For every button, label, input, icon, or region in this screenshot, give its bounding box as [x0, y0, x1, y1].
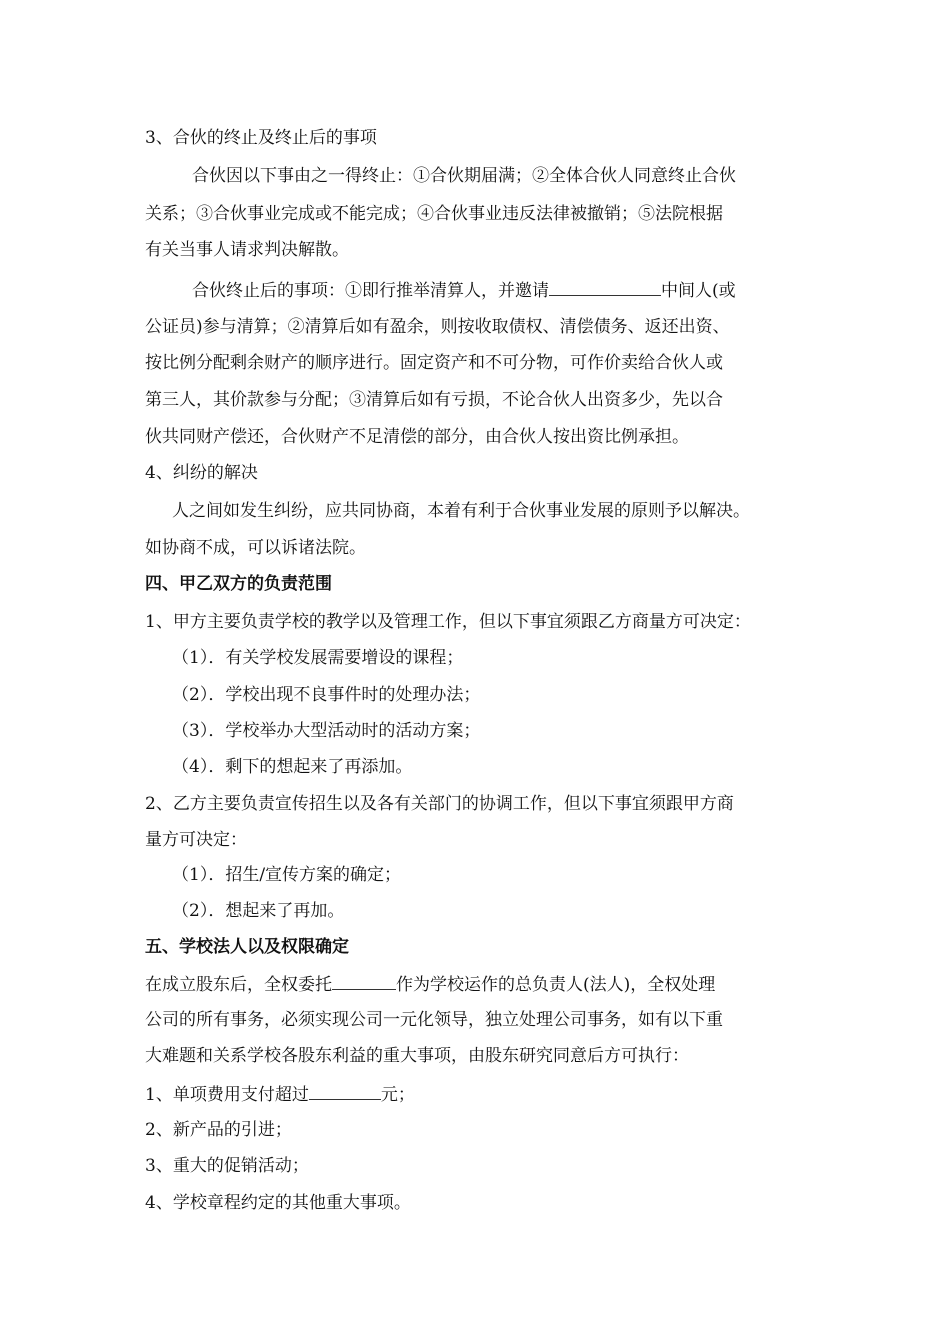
list-item: 1、甲方主要负责学校的教学以及管理工作，但以下事宜须跟乙方商量方可决定：	[145, 612, 751, 632]
paragraph-line	[145, 972, 715, 996]
section-4-heading: 4、纠纷的解决	[145, 463, 258, 483]
paragraph-line: 大难题和关系学校各股东利益的重大事项，由股东研究同意后方可执行：	[145, 1046, 689, 1066]
paragraph-line: 公司的所有事务，必须实现公司一元化领导，独立处理公司事务，如有以下重	[145, 1010, 723, 1030]
list-item: 量方可决定：	[145, 830, 247, 850]
sub-list-item: （1）．招生/宣传方案的确定；	[172, 865, 402, 885]
list-item: 4、学校章程约定的其他重大事项。	[145, 1193, 411, 1213]
section-3-heading: 3、合伙的终止及终止后的事项	[145, 128, 377, 148]
paragraph-line: 合伙因以下事由之一得终止：①合伙期届满；②全体合伙人同意终止合伙	[192, 166, 736, 186]
fill-blank[interactable]	[549, 278, 661, 296]
list-item	[145, 1082, 415, 1106]
paragraph-line: 第三人，其价款参与分配；③清算后如有亏损，不论合伙人出资多少，先以合	[145, 390, 723, 410]
paragraph-line: 公证员)参与清算；②清算后如有盈余，则按收取债权、清偿债务、返还出资、	[145, 317, 730, 337]
paragraph-text: 合伙终止后的事项：①即行推举清算人，并邀请	[192, 281, 549, 301]
paragraph-line: 人之间如发生纠纷，应共同协商，本着有利于合伙事业发展的原则予以解决。	[172, 501, 750, 521]
paragraph-line	[192, 278, 736, 302]
list-item-text: 元；	[380, 1085, 415, 1105]
fill-blank[interactable]	[332, 972, 396, 990]
list-item: 2、乙方主要负责宣传招生以及各有关部门的协调工作，但以下事宜须跟甲方商	[145, 794, 734, 814]
section-title: 五、学校法人以及权限确定	[145, 937, 349, 957]
sub-list-item: （4）．剩下的想起来了再添加。	[172, 757, 413, 777]
list-item: 2、新产品的引进；	[145, 1120, 292, 1140]
fill-blank[interactable]	[309, 1082, 381, 1100]
paragraph-line: 如协商不成，可以诉诸法院。	[145, 538, 366, 558]
sub-list-item: （1）．有关学校发展需要增设的课程；	[172, 648, 464, 668]
paragraph-text: 在成立股东后，全权委托	[145, 975, 332, 995]
paragraph-line: 按比例分配剩余财产的顺序进行。固定资产和不可分物，可作价卖给合伙人或	[145, 353, 723, 373]
paragraph-text: 作为学校运作的总负责人(法人)，全权处理	[396, 975, 716, 995]
list-item: 3、重大的促销活动；	[145, 1156, 309, 1176]
sub-list-item: （3）．学校举办大型活动时的活动方案；	[172, 721, 481, 741]
paragraph-text: 中间人(或	[661, 281, 736, 301]
paragraph-line: 关系；③合伙事业完成或不能完成；④合伙事业违反法律被撤销；⑤法院根据	[145, 204, 723, 224]
paragraph-line: 有关当事人请求判决解散。	[145, 240, 349, 260]
sub-list-item: （2）．学校出现不良事件时的处理办法；	[172, 685, 481, 705]
sub-list-item: （2）．想起来了再加。	[172, 901, 345, 921]
list-item-text: 1、单项费用支付超过	[145, 1085, 309, 1105]
paragraph-line: 伙共同财产偿还，合伙财产不足清偿的部分，由合伙人按出资比例承担。	[145, 427, 689, 447]
section-title: 四、甲乙双方的负责范围	[145, 574, 332, 594]
